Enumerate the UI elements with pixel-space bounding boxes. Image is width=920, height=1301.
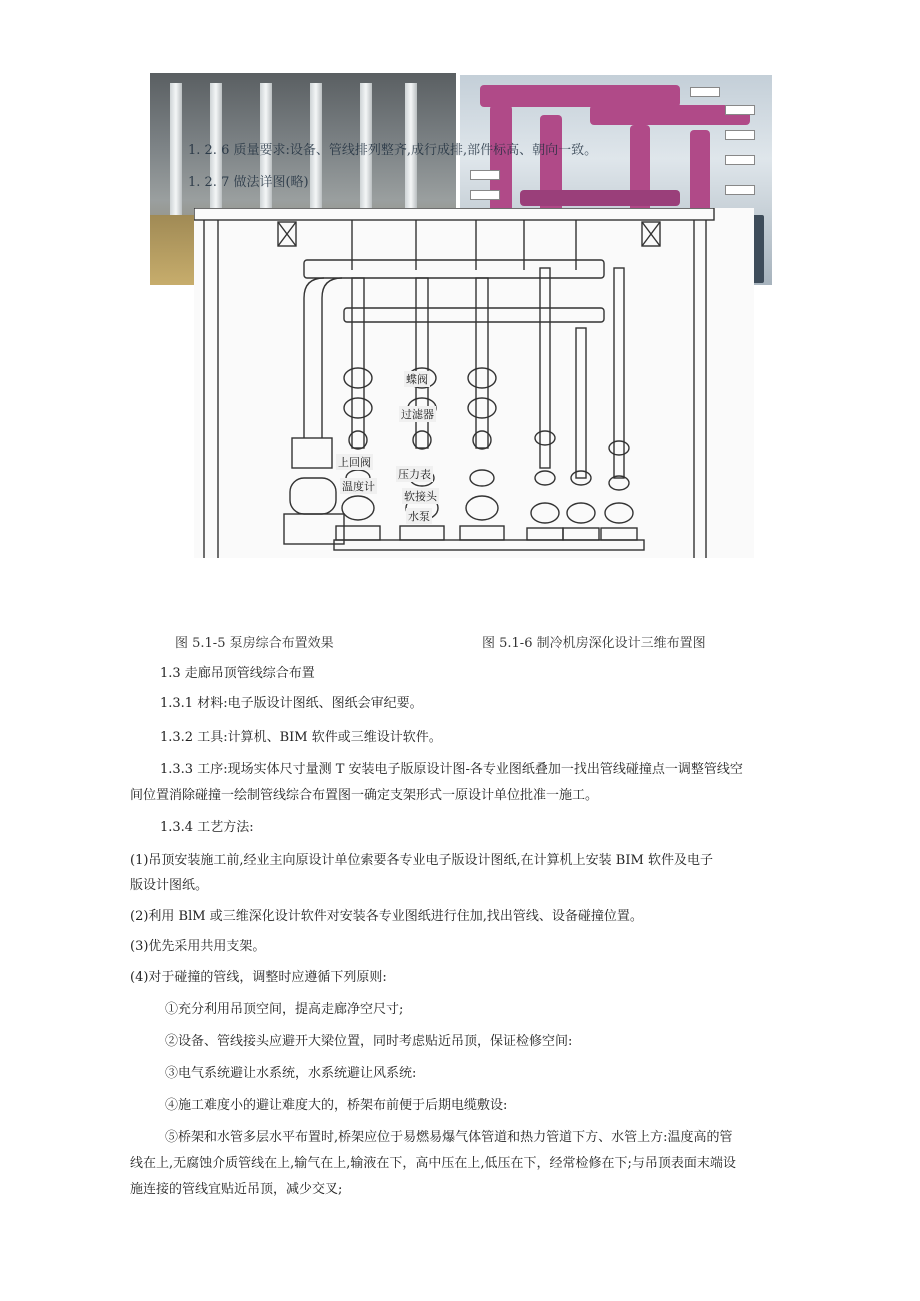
item-1-line-1: (1)吊顶安装施工前,经业主向原设计单位索要各专业电子版设计图纸,在计算机上安装 BIM 软件及电子 bbox=[130, 853, 713, 868]
para-1-3-4: 1.3.4 工艺方法: bbox=[160, 820, 254, 835]
label-soft-joint: 软接头 bbox=[404, 490, 437, 503]
overlay-quality-text: 1. 2. 6 质量要求:设备、管线排列整齐,成行成排,部件标高、朝向一致。 bbox=[188, 143, 598, 158]
rule-2: ②设备、管线接头应避开大梁位置，同时考虑贴近吊顶，保证检修空间: bbox=[165, 1034, 573, 1049]
pipe-elevation-svg bbox=[194, 208, 754, 558]
figure-region bbox=[150, 73, 772, 558]
rule-5-line-2: 线在上,无腐蚀介质管线在上,输气在上,输液在下，高中压在上,低压在下，经常检修在下;与吊顶表面末端设 bbox=[130, 1156, 736, 1171]
label-butterfly-valve: 蝶阀 bbox=[406, 373, 428, 386]
rule-4: ④施工难度小的避让难度大的，桥架布前便于后期电缆敷设: bbox=[165, 1098, 508, 1113]
item-1-line-2: 版设计图纸。 bbox=[130, 878, 209, 893]
label-check-valve: 上回阀 bbox=[338, 456, 371, 469]
para-1-3-3-line-1: 1.3.3 工序:现场实体尺寸量测 T 安装电子版原设计图-各专业图纸叠加一找出管线碰撞点一调整管线空 bbox=[160, 762, 743, 777]
rule-1: ①充分利用吊顶空间，提高走廊净空尺寸; bbox=[165, 1002, 404, 1017]
rule-5-line-1: ⑤桥架和水管多层水平布置时,桥架应位于易燃易爆气体管道和热力管道下方、水管上方:温度高的管 bbox=[165, 1130, 733, 1145]
para-1-3-3-line-2: 间位置消除碰撞一绘制管线综合布置图一确定支架形式一原设计单位批准一施工。 bbox=[130, 788, 599, 803]
pump-room-pipe-drawing bbox=[194, 208, 754, 558]
label-pump: 水泵 bbox=[408, 510, 430, 523]
caption-figure-5-1-6: 图 5.1-6 制冷机房深化设计三维布置图 bbox=[482, 636, 706, 651]
para-1-3-1: 1.3.1 材料:电子版设计图纸、图纸会审纪要。 bbox=[160, 696, 423, 711]
label-thermometer: 温度计 bbox=[342, 480, 375, 493]
section-heading-1-3: 1.3 走廊吊顶管线综合布置 bbox=[160, 666, 315, 681]
rule-3: ③电气系统避让水系统，水系统避让风系统: bbox=[165, 1066, 417, 1081]
label-filter: 过滤器 bbox=[401, 408, 434, 421]
item-4: (4)对于碰撞的管线，调整时应遵循下列原则: bbox=[130, 970, 387, 985]
rule-5-line-3: 施连接的管线宜贴近吊顶，减少交叉; bbox=[130, 1182, 343, 1197]
para-1-3-2: 1.3.2 工具:计算机、BIM 软件或三维设计软件。 bbox=[160, 730, 442, 745]
overlay-detail-text: 1. 2. 7 做法详图(略) bbox=[188, 175, 309, 190]
caption-figure-5-1-5: 图 5.1-5 泵房综合布置效果 bbox=[175, 636, 334, 651]
item-2: (2)利用 BlM 或三维深化设计软件对安装各专业图纸进行住加,找出管线、设备碰撞位置。 bbox=[130, 909, 643, 924]
item-3: (3)优先采用共用支架。 bbox=[130, 939, 266, 954]
label-pressure-gauge: 压力表 bbox=[398, 468, 431, 481]
